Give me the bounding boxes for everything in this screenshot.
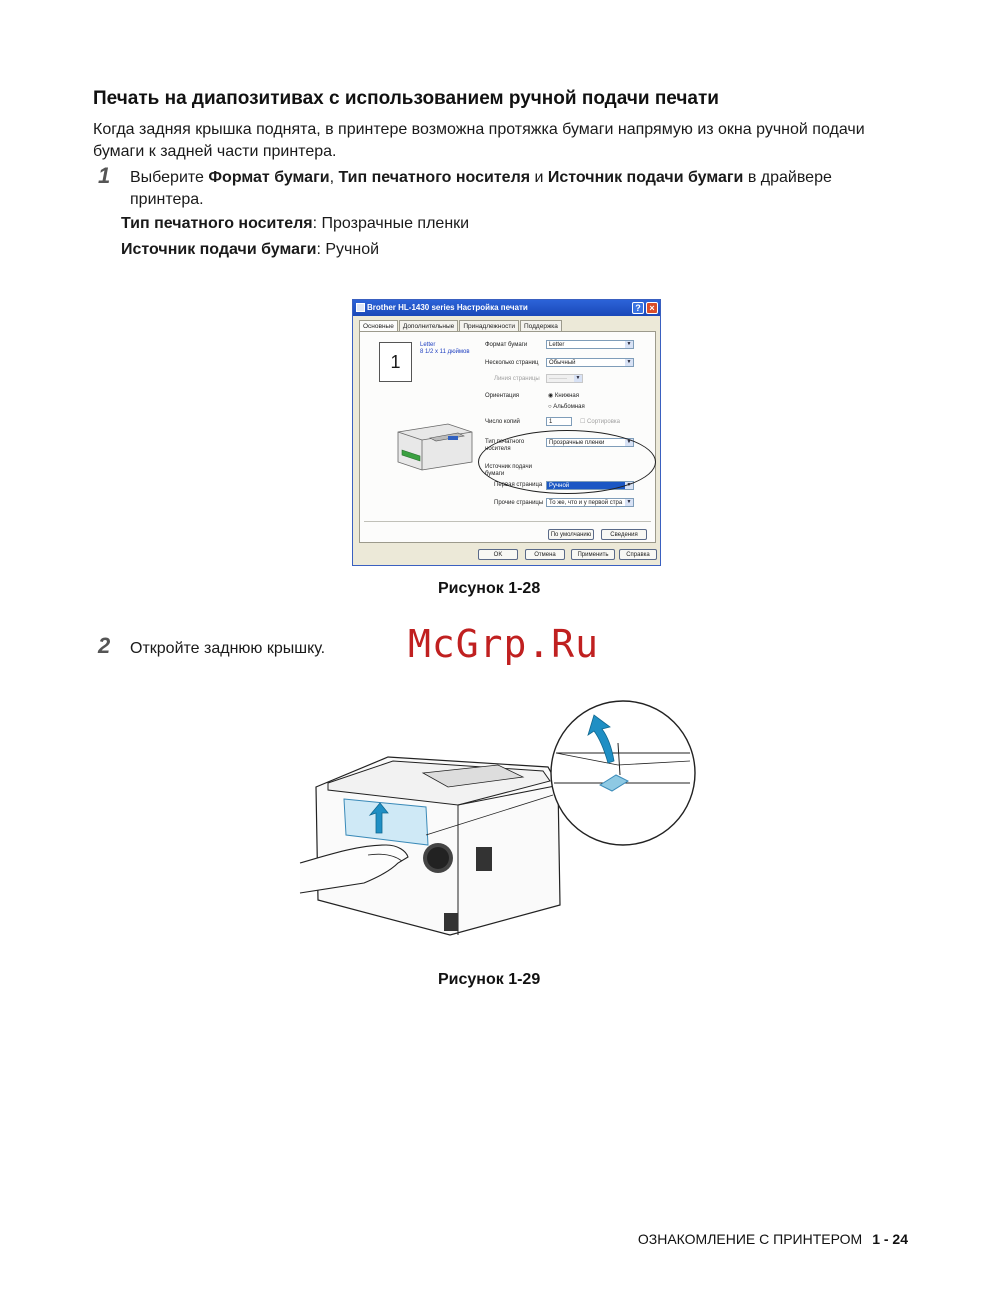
printer-icon <box>356 303 365 312</box>
figure-1-29-caption: Рисунок 1-29 <box>438 971 541 988</box>
dialog-titlebar <box>353 300 660 316</box>
paper-size-label: Формат бумаги <box>485 342 528 348</box>
step-1-mid1: , <box>329 169 339 186</box>
intro-paragraph: Когда задняя крышка поднята, в принтере возможна протяжка бумаги напрямую из окна ручной подачи бумаги к задней части принтера. <box>93 121 865 160</box>
printer-back-cover-illustration <box>298 695 702 950</box>
chevron-down-icon: ▼ <box>626 482 632 488</box>
page-info <box>420 342 470 356</box>
param-label: Тип печатного носителя <box>121 215 313 232</box>
page-footer <box>638 1231 908 1247</box>
first-page-label: Первая страница <box>494 482 543 488</box>
apply-button[interactable]: Применить <box>571 549 615 560</box>
step-1-text <box>130 167 890 211</box>
watermark: McGrp.Ru <box>408 622 600 666</box>
step-1-paper-source: Источник подачи бумаги <box>547 169 744 186</box>
panel-divider <box>364 521 651 522</box>
param-value: Прозрачные пленки <box>321 215 470 232</box>
step-1-mid2: и <box>530 169 548 186</box>
media-type-label-2: носителя <box>485 446 511 452</box>
orientation-portrait-label: Книжная <box>554 393 579 399</box>
other-pages-value: То же, что и у первой стра <box>549 500 623 506</box>
multiple-pages-select[interactable] <box>546 358 634 367</box>
multiple-pages-label: Несколько страниц <box>485 360 539 366</box>
default-button[interactable]: По умолчанию <box>548 529 594 540</box>
chevron-down-icon: ▼ <box>626 499 632 505</box>
collate-label: Сортировка <box>587 419 620 425</box>
step-2-text: Откройте заднюю крышку. <box>130 640 326 657</box>
multiple-pages-value: Обычный <box>549 360 576 366</box>
media-type-label-1: Тип печатного <box>485 439 525 445</box>
basic-panel <box>359 331 656 543</box>
param-sep: : <box>312 215 322 232</box>
page-info-size: Letter <box>420 342 436 348</box>
section-title: Печать на диапозитивах с использованием ручной подачи печати <box>93 88 719 109</box>
step-1-media-type: Тип печатного носителя <box>338 169 531 186</box>
border-line-select[interactable] <box>546 374 583 383</box>
tab-support[interactable]: Поддержка <box>520 320 562 332</box>
about-button[interactable]: Сведения <box>601 529 647 540</box>
param-value: Ручной <box>325 241 380 258</box>
other-pages-label: Прочие страницы <box>494 500 544 506</box>
orientation-label: Ориентация <box>485 393 520 399</box>
close-icon[interactable]: × <box>646 302 658 314</box>
help-button[interactable]: Справка <box>619 549 657 560</box>
printer-illustration <box>388 414 478 474</box>
step-1-number: 1 <box>98 163 111 188</box>
ok-button[interactable]: OK <box>478 549 518 560</box>
paper-source-label-1: Источник подачи <box>485 464 532 470</box>
chevron-down-icon: ▼ <box>626 359 632 365</box>
step-1-paper-size: Формат бумаги <box>208 169 330 186</box>
footer-section: ОЗНАКОМЛЕНИЕ С ПРИНТЕРОМ <box>637 1231 863 1247</box>
border-line-value: --------- <box>549 376 567 382</box>
dialog-title: Brother HL-1430 series Настройка печати <box>367 303 528 312</box>
print-settings-dialog <box>352 299 661 566</box>
cancel-button[interactable]: Отмена <box>525 549 565 560</box>
paper-source-label-2: бумаги <box>485 471 505 477</box>
collate-checkbox[interactable]: ☐ Сортировка <box>580 419 620 425</box>
param-label: Источник подачи бумаги <box>121 241 317 258</box>
step-2-number: 2 <box>98 633 111 658</box>
param-media-type <box>121 215 469 233</box>
copies-label: Число копий <box>485 419 520 425</box>
border-line-label: Линия страницы <box>494 376 540 382</box>
tab-advanced[interactable]: Дополнительные <box>399 320 458 332</box>
highlight-oval <box>478 430 656 494</box>
orientation-landscape-label: Альбомная <box>553 404 585 410</box>
figure-1-28-caption: Рисунок 1-28 <box>438 580 541 597</box>
copies-stepper[interactable] <box>546 417 572 426</box>
param-sep: : <box>316 241 326 258</box>
step-1-post: в драйвере принтера. <box>130 169 832 208</box>
chevron-down-icon: ▼ <box>626 341 632 347</box>
help-icon[interactable]: ? <box>632 302 644 314</box>
page-preview-icon: 1 <box>379 342 412 382</box>
tab-basic[interactable]: Основные <box>359 320 398 332</box>
step-1-pre: Выберите <box>130 169 209 186</box>
other-pages-select[interactable] <box>546 498 634 507</box>
orientation-portrait-radio[interactable]: ◉ Книжная <box>548 393 579 399</box>
footer-page-number: 1 - 24 <box>872 1231 908 1247</box>
orientation-landscape-radio[interactable]: ○ Альбомная <box>548 404 585 410</box>
chevron-down-icon: ▼ <box>575 375 581 381</box>
tab-accessories[interactable]: Принадлежности <box>459 320 519 332</box>
param-paper-source <box>121 241 379 259</box>
copies-value: 1 <box>549 419 553 425</box>
paper-size-select[interactable] <box>546 340 634 349</box>
chevron-down-icon: ▼ <box>626 439 632 445</box>
page-info-dimensions: 8 1/2 x 11 дюймов <box>420 349 470 355</box>
paper-size-value: Letter <box>549 342 565 348</box>
media-type-value: Прозрачные пленки <box>549 440 605 446</box>
first-page-value: Ручной <box>549 483 570 489</box>
